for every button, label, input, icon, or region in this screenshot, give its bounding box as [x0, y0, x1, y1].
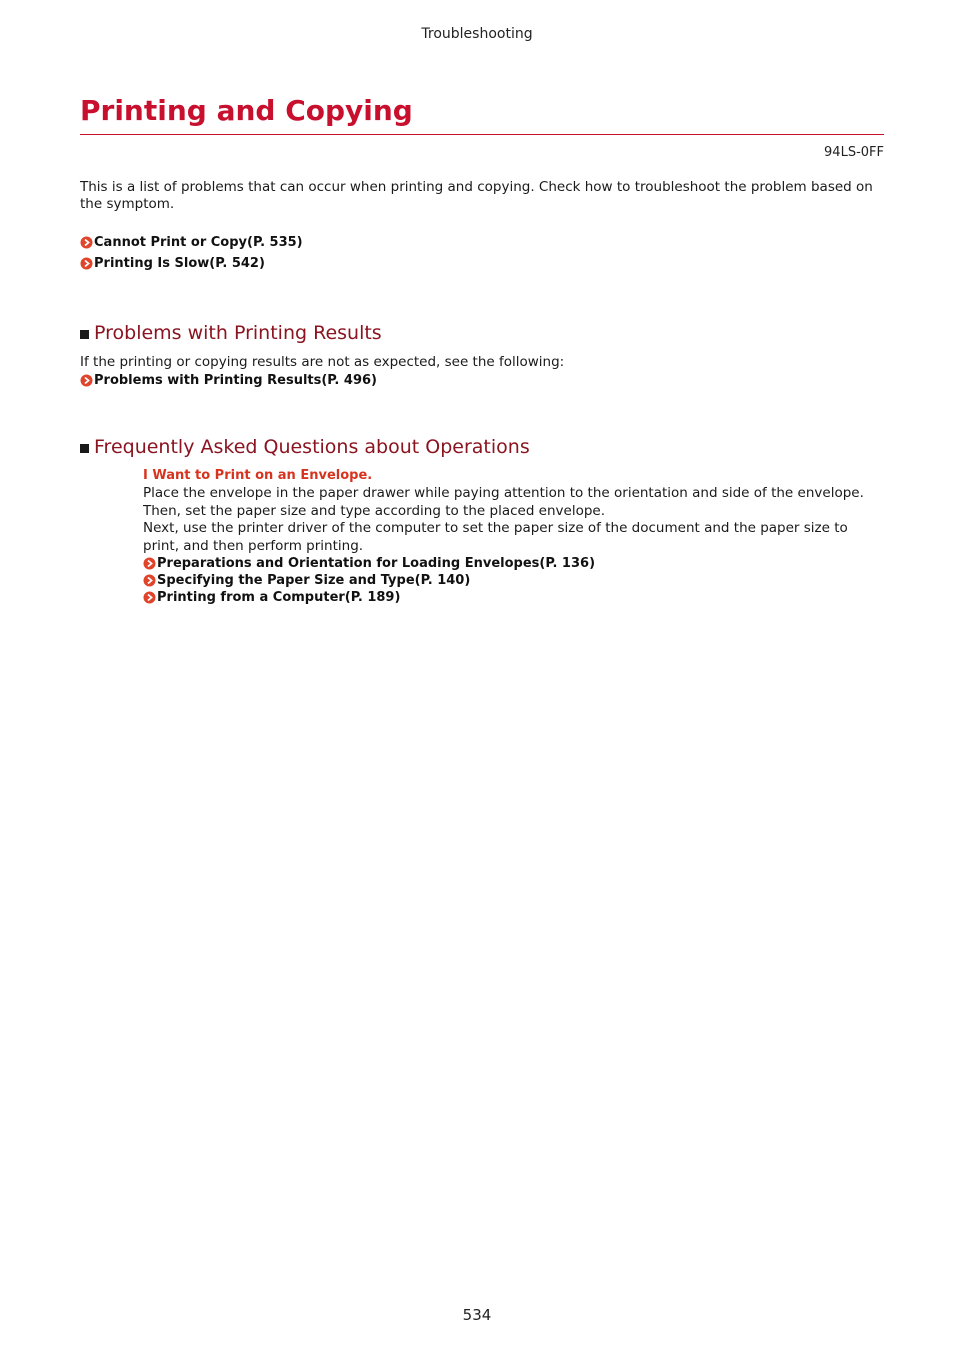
link-label: Printing from a Computer(P. 189) [157, 589, 401, 605]
black-square-icon [80, 444, 89, 453]
link-label: Specifying the Paper Size and Type(P. 140) [157, 572, 471, 588]
results-link-list [80, 372, 377, 389]
circle-arrow-right-icon [80, 374, 93, 387]
link-paper-size-type[interactable] [143, 572, 883, 589]
faq-paragraph: Next, use the printer driver of the computer to set the paper size of the document and the paper size to print, and then perform printing. [143, 520, 848, 554]
link-envelope-preparations[interactable] [143, 555, 883, 572]
running-header: Troubleshooting [421, 26, 533, 42]
circle-arrow-right-icon [143, 557, 156, 570]
link-problems-results[interactable] [80, 372, 377, 389]
document-code: 94LS-0FF [824, 145, 884, 160]
section-heading-faq [80, 436, 530, 458]
faq-question: I Want to Print on an Envelope. [143, 468, 373, 483]
link-cannot-print[interactable] [80, 232, 303, 253]
top-link-list [80, 232, 303, 274]
link-label: Problems with Printing Results(P. 496) [94, 373, 377, 388]
faq-answer [143, 485, 883, 606]
results-paragraph: If the printing or copying results are not as expected, see the following: [80, 354, 565, 370]
link-label: Cannot Print or Copy(P. 535) [94, 235, 303, 250]
page-title: Printing and Copying [80, 94, 413, 127]
section-heading-text: Frequently Asked Questions about Operations [94, 436, 530, 458]
circle-arrow-right-icon [143, 574, 156, 587]
black-square-icon [80, 330, 89, 339]
faq-paragraph: Place the envelope in the paper drawer while paying attention to the orientation and side of the envelope. Then, set the paper size and type according to the placed envelope. [143, 485, 864, 519]
circle-arrow-right-icon [80, 236, 93, 249]
circle-arrow-right-icon [143, 591, 156, 604]
link-label: Preparations and Orientation for Loading Envelopes(P. 136) [157, 555, 596, 571]
page-number: 534 [462, 1306, 492, 1324]
section-heading-results [80, 322, 382, 344]
link-label: Printing Is Slow(P. 542) [94, 256, 265, 271]
link-printing-slow[interactable] [80, 253, 303, 274]
title-divider [80, 134, 884, 135]
intro-paragraph: This is a list of problems that can occur when printing and copying. Check how to troubleshoot the problem based on the symptom. [80, 179, 873, 212]
circle-arrow-right-icon [80, 257, 93, 270]
faq-link-list [143, 555, 883, 606]
section-heading-text: Problems with Printing Results [94, 322, 382, 344]
link-printing-from-computer[interactable] [143, 589, 883, 606]
